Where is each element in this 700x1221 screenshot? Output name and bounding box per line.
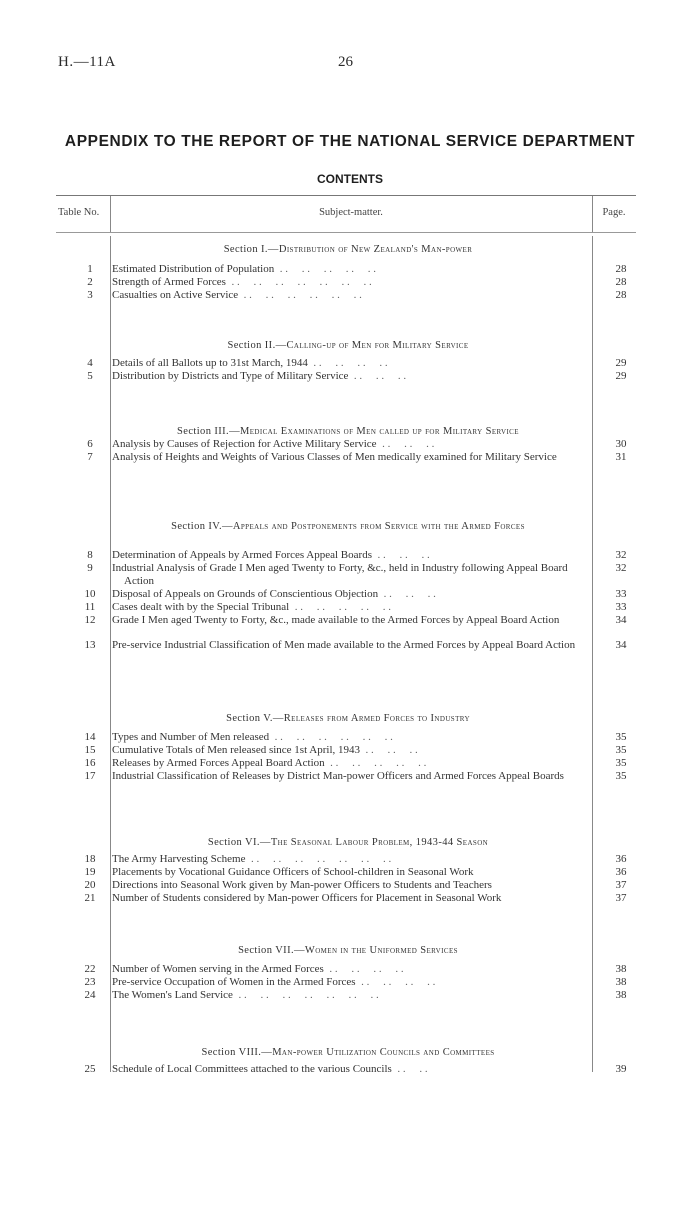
section-heading: [112, 1046, 584, 1059]
subject-matter: [112, 879, 598, 892]
leader-dots: . . . . . . . . . . . .: [269, 731, 393, 743]
subject-text: Pre-service Occupation of Women in the Armed Forces: [112, 976, 356, 988]
table-number: 14: [84, 731, 96, 743]
leader-dots: . . . . . .: [360, 744, 418, 756]
leader-dots: . . . . . . . . . .: [274, 263, 376, 275]
page-reference: 32: [615, 549, 627, 561]
page-reference: 32: [615, 562, 627, 574]
subject-matter: [112, 276, 580, 289]
table-number: 18: [84, 853, 96, 865]
subject-matter: [112, 963, 580, 976]
subject-text: Number of Women serving in the Armed Forces: [112, 963, 324, 975]
page-reference: 35: [615, 757, 627, 769]
subject-text: Cumulative Totals of Men released since 1st April, 1943: [112, 744, 361, 756]
section-label: Section I.—: [223, 244, 279, 255]
subject-text: Pre-service Industrial Classification of Men made available to the Armed Forces by Appeal Board Action: [112, 639, 576, 651]
subject-matter: [112, 263, 580, 276]
page-number: 26: [338, 54, 353, 70]
subject-matter: [112, 1063, 580, 1076]
page-reference: 36: [615, 853, 627, 865]
subject-text: Directions into Seasonal Work given by Man-power Officers to Students and Teachers: [112, 879, 492, 891]
page-reference: 28: [615, 289, 627, 301]
document-title: APPENDIX TO THE REPORT OF THE NATIONAL SERVICE DEPARTMENT: [64, 133, 636, 150]
table-number: 10: [84, 588, 96, 600]
contents-heading: CONTENTS: [317, 172, 383, 186]
subject-matter: [112, 770, 598, 783]
subject-matter: [112, 892, 598, 905]
subject-text: Releases by Armed Forces Appeal Board Action: [112, 757, 325, 769]
page-reference: 28: [615, 263, 627, 275]
subject-matter: [112, 853, 580, 866]
table-number: 22: [84, 963, 96, 975]
table-number: 17: [84, 770, 96, 782]
section-name: Releases from Armed Forces to Industry: [283, 713, 470, 724]
subject-matter: [112, 357, 580, 370]
section-name: Women in the Uniformed Services: [304, 945, 458, 956]
page-reference: 37: [615, 879, 627, 891]
section-label: Section II.—: [227, 340, 287, 351]
column-header-page: Page.: [602, 207, 626, 218]
section-name: The Seasonal Labour Problem, 1943-44 Season: [270, 837, 489, 848]
page-reference: 38: [615, 963, 627, 975]
subject-matter: [112, 562, 598, 587]
table-number: 2: [87, 276, 93, 288]
section-label: Section V.—: [226, 713, 284, 724]
section-heading: [112, 836, 584, 849]
section-label: Section IV.—: [171, 521, 233, 532]
table-number: 1: [87, 263, 93, 275]
section-label: Section VIII.—: [201, 1047, 273, 1058]
leader-dots: . . . . . .: [348, 370, 407, 382]
subject-text: Strength of Armed Forces: [112, 276, 226, 288]
leader-dots: . . . . . . . .: [355, 976, 436, 988]
section-name: Appeals and Postponements from Service with the Armed Forces: [232, 521, 525, 532]
leader-dots: . . . . . . . . . . . . . .: [245, 853, 392, 865]
page-reference: 29: [615, 370, 627, 382]
table-number: 23: [84, 976, 96, 988]
subject-text: The Army Harvesting Scheme: [112, 853, 246, 865]
table-number: 12: [84, 614, 96, 626]
leader-dots: . . . . . . . . . . . . . .: [232, 989, 379, 1001]
table-number: 5: [87, 370, 93, 382]
subject-matter: [112, 601, 580, 614]
section-label: Section III.—: [177, 426, 240, 437]
section-name: Medical Examinations of Men called up for Military Service: [239, 426, 519, 437]
page-reference: 28: [615, 276, 627, 288]
subject-matter: [112, 731, 580, 744]
subject-matter: [112, 614, 598, 627]
subject-matter: [112, 370, 580, 383]
section-heading: [112, 944, 584, 957]
subject-matter: [112, 438, 580, 451]
page-reference: 30: [615, 438, 627, 450]
subject-text: Industrial Analysis of Grade I Men aged Twenty to Forty, &c., held in Industry following Appeal Board Action: [112, 562, 568, 587]
page-reference: 31: [615, 451, 627, 463]
page-reference: 34: [615, 639, 627, 651]
leader-dots: . . . .: [391, 1063, 428, 1075]
table-number: 24: [84, 989, 96, 1001]
subject-text: Grade I Men aged Twenty to Forty, &c., made available to the Armed Forces by Appeal Board Action: [112, 614, 560, 626]
table-number: 19: [84, 866, 96, 878]
table-header-rule: [56, 232, 636, 233]
subject-matter: [112, 289, 580, 302]
leader-dots: . . . . . . . . . . . .: [238, 289, 362, 301]
page-reference: 35: [615, 770, 627, 782]
leader-dots: . . . . . . . . . .: [289, 601, 391, 613]
subject-matter: [112, 744, 580, 757]
page-reference: 37: [615, 892, 627, 904]
table-number: 6: [87, 438, 93, 450]
leader-dots: . . . . . . . .: [323, 963, 404, 975]
table-number: 4: [87, 357, 93, 369]
page-reference: 34: [615, 614, 627, 626]
leader-dots: . . . . . .: [371, 549, 430, 561]
section-label: Section VI.—: [207, 837, 271, 848]
subject-text: Cases dealt with by the Special Tribunal: [112, 601, 290, 613]
subject-matter: [112, 866, 598, 879]
section-name: Distribution of New Zealand's Man-power: [278, 244, 473, 255]
section-heading: [112, 712, 584, 725]
page-reference: 35: [615, 744, 627, 756]
subject-text: The Women's Land Service: [112, 989, 233, 1001]
page-reference: 33: [615, 588, 627, 600]
section-heading: [112, 520, 584, 533]
subject-matter: [112, 588, 580, 601]
subject-text: Analysis of Heights and Weights of Various Classes of Men medically examined for Military Service: [112, 451, 557, 463]
section-label: Section VII.—: [238, 945, 305, 956]
subject-matter: [112, 757, 580, 770]
page-reference: 39: [615, 1063, 627, 1075]
subject-text: Determination of Appeals by Armed Forces Appeal Boards: [112, 549, 372, 561]
page-reference: 33: [615, 601, 627, 613]
subject-text: Casualties on Active Service: [112, 289, 239, 301]
subject-text: Schedule of Local Committees attached to the various Councils: [112, 1063, 392, 1075]
subject-matter: [112, 989, 580, 1002]
document-reference: H.—11A: [58, 54, 116, 70]
page-reference: 35: [615, 731, 627, 743]
subject-text: Estimated Distribution of Population: [112, 263, 275, 275]
subject-text: Details of all Ballots up to 31st March, 1944: [112, 357, 308, 369]
table-number: 13: [84, 639, 96, 651]
subject-text: Types and Number of Men released: [112, 731, 270, 743]
leader-dots: . . . . . .: [378, 588, 436, 600]
subject-text: Disposal of Appeals on Grounds of Conscientious Objection: [112, 588, 379, 600]
leader-dots: . . . . . . . . . .: [324, 757, 427, 769]
table-number: 25: [84, 1063, 96, 1075]
page-reference: 29: [615, 357, 627, 369]
section-heading: [112, 339, 584, 352]
subject-matter: [112, 451, 598, 464]
table-number: 8: [87, 549, 93, 561]
section-name: Calling-up of Men for Military Service: [286, 340, 469, 351]
subject-matter: [112, 976, 580, 989]
table-number: 11: [84, 601, 96, 613]
table-number: 16: [84, 757, 96, 769]
subject-text: Analysis by Causes of Rejection for Active Military Service: [112, 438, 377, 450]
subject-text: Industrial Classification of Releases by District Man-power Officers and Armed Forces Appeal Boards: [112, 770, 564, 782]
subject-matter: [112, 639, 598, 652]
page-reference: 38: [615, 976, 627, 988]
page-reference: 38: [615, 989, 627, 1001]
table-number: 9: [87, 562, 93, 574]
column-divider-right: [592, 236, 593, 1072]
page-reference: 36: [615, 866, 627, 878]
table-number: 21: [84, 892, 96, 904]
subject-text: Distribution by Districts and Type of Military Service: [112, 370, 349, 382]
table-number: 15: [84, 744, 96, 756]
subject-text: Placements by Vocational Guidance Officers of School-children in Seasonal Work: [112, 866, 474, 878]
table-number: 3: [87, 289, 93, 301]
column-header-subject: Subject-matter.: [319, 207, 383, 218]
leader-dots: . . . . . . . . . . . . . .: [225, 276, 372, 288]
section-heading: [112, 425, 584, 438]
subject-text: Number of Students considered by Man-power Officers for Placement in Seasonal Work: [112, 892, 502, 904]
subject-matter: [112, 549, 580, 562]
leader-dots: . . . . . .: [376, 438, 435, 450]
section-name: Man-power Utilization Councils and Committees: [272, 1047, 495, 1058]
table-top-rule: [56, 195, 636, 196]
column-header-table-no: Table No.: [58, 207, 100, 218]
table-number: 7: [87, 451, 93, 463]
leader-dots: . . . . . . . .: [307, 357, 388, 369]
table-number: 20: [84, 879, 96, 891]
section-heading: [112, 243, 584, 256]
